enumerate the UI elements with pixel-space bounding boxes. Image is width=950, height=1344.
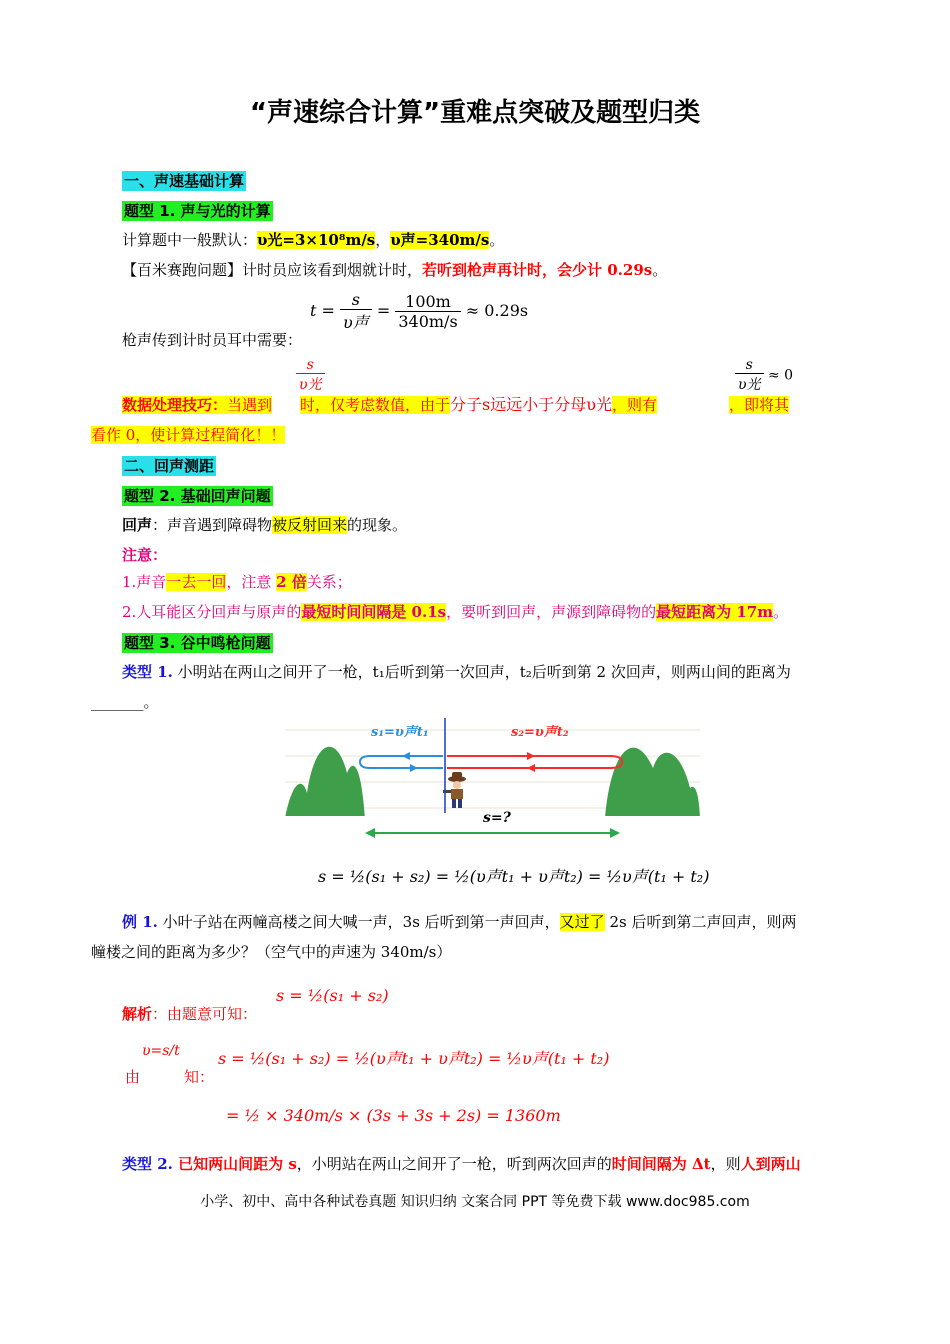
case-2: 类型 2. 已知两山间距为 s，小明站在两山之间开了一枪，听到两次回声的时间间隔为 Δt，则人到两山 (122, 1155, 801, 1173)
type-heading-2: 题型 2. 基础回声问题 (124, 487, 271, 505)
solution-by: 由 (125, 1068, 141, 1086)
gun-sound-text: 枪声传到计时员耳中需要： (122, 331, 303, 349)
tip-label: 数据处理技巧： (122, 396, 228, 414)
race-note-red: 若听到枪声再计时，会少计 0.29s (422, 261, 653, 279)
tip-red-note: 分子s远远小于分母υ光 (450, 395, 612, 414)
note-label: 注意： (122, 546, 168, 564)
case-1: 类型 1. 小明站在两山之间开了一枪，t₁后听到第一次回声，t₂后听到第 2 次回声，则两山间的距离为 (122, 663, 791, 681)
example-1: 例 1. 小叶子站在两幢高楼之间大喊一声，3s 后听到第一声回声，又过了 2s 后听到第二声回声，则两 (122, 913, 797, 931)
sound-speed: υ声=340m/s (390, 231, 490, 249)
tip-line-2: 看作 0，使计算过程简化！！ (91, 426, 286, 444)
valley-formula: s = ½(s₁ + s₂) = ½(υ声t₁ + υ声t₂) = ½υ声(t₁ + t₂) (318, 867, 710, 886)
tip-fraction: $\frac{s}{\text{υ光}}$ (296, 357, 325, 394)
solution-formula-2: s = ½(s₁ + s₂) = ½(υ声t₁ + υ声t₂) = ½υ声(t₁ + t₂) (218, 1049, 610, 1068)
note-1: 1.声音一去一回，注意 2 倍关系； (122, 573, 352, 591)
solution-label-line: 解析：由题意可知： (122, 1005, 258, 1023)
section-heading-2: 二、回声测距 (124, 457, 215, 475)
solution-know: 知： (184, 1068, 215, 1086)
page-footer: 小学、初中、高中各种试卷真题 知识归纳 文案合同 PPT 等免费下载 www.doc985.com (200, 1194, 750, 1210)
light-speed: υ光=3×10⁸m/s (257, 231, 376, 249)
default-values-line: 计算题中一般默认：υ光=3×10⁸m/s，υ声=340m/s。 (122, 231, 505, 249)
example-1-line-2: 幢楼之间的距离为多少？（空气中的声速为 340m/s） (91, 943, 452, 961)
echo-definition: 回声：声音遇到障碍物被反射回来的现象。 (122, 516, 408, 534)
case-1-blank: _______。 (91, 693, 159, 711)
section-heading-1: 一、声速基础计算 (124, 172, 245, 190)
s-unknown-label: s=? (483, 810, 511, 826)
page-title: “声速综合计算”重难点突破及题型归类 (249, 98, 701, 128)
race-formula: t = $\frac{s}{\text{υ声}}$ = $\frac{100m}{340m/s}$ ≈ 0.29s (310, 290, 529, 332)
note-2: 2.人耳能区分回声与原声的最短时间间隔是 0.1s，要听到回声，声源到障碍物的最短距离为 17m。 (122, 603, 789, 621)
data-tip-line: 数据处理技巧：当遇到 时，仅考虑数值，由于分子s远远小于分母υ光，则有 ，即将其 (122, 395, 790, 414)
type-heading-1: 题型 1. 声与光的计算 (124, 202, 271, 220)
s1-label: s₁=υ声t₁ (371, 725, 429, 740)
solution-formula-3: = ½ × 340m/s × (3s + 3s + 2s) = 1360m (226, 1106, 561, 1125)
s2-label: s₂=υ声t₂ (511, 725, 569, 740)
type-heading-3: 题型 3. 谷中鸣枪问题 (124, 634, 271, 652)
velocity-relation: υ=s/t (142, 1043, 180, 1059)
valley-gunshot-diagram (285, 718, 700, 843)
tip-approx-formula: $\frac{s}{\text{υ光}}$ ≈ 0 (735, 357, 793, 394)
race-problem-line: 【百米赛跑问题】计时员应该看到烟就计时，若听到枪声再计时，会少计 0.29s。 (122, 261, 668, 279)
solution-formula-1: s = ½(s₁ + s₂) (276, 986, 389, 1005)
